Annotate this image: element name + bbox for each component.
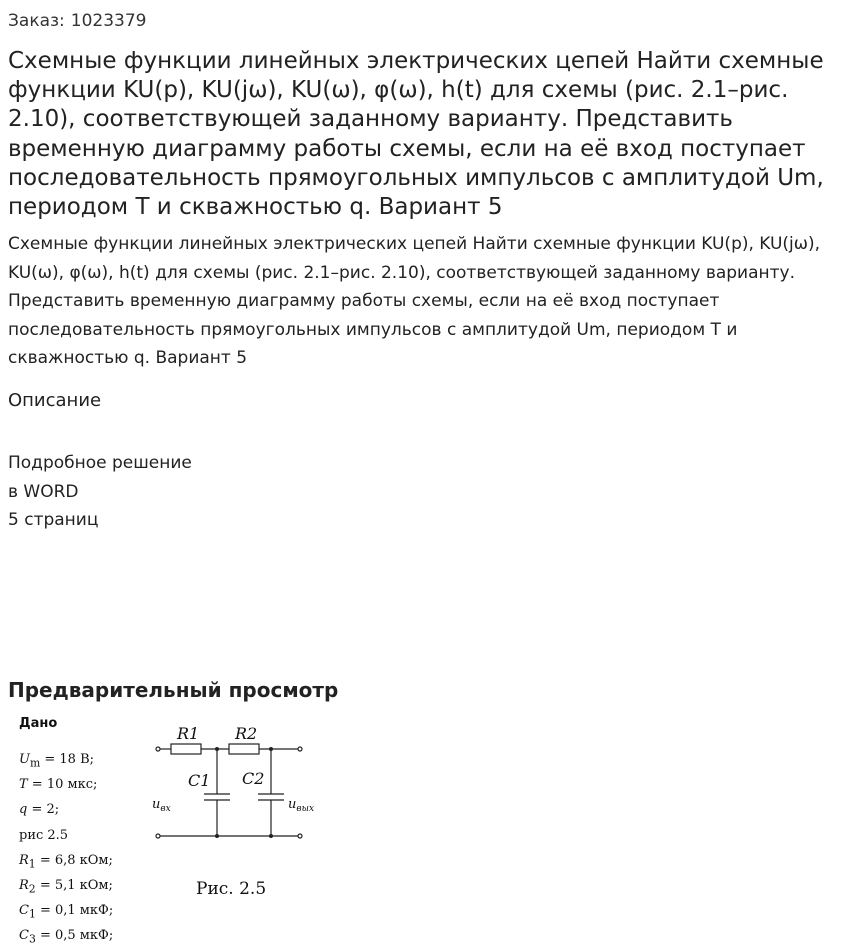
task-text: Схемные функции линейных электрических цепей Найти схемные функции KU(p), KU(jω), KU(ω), φ(ω), h(t) для схемы (рис. 2.1–рис. 2.10), соответствующей заданному варианту. Представить временную диаграмму работы схемы, если на её вход поступает последовательность прямоугольных импульсов с амплитудой Um, периодом T и скважностью q. Вариант 5 xyxy=(8,234,821,369)
given-item: $R_2 = 5,1$ кОм; xyxy=(19,877,113,896)
given-item: $R_1 = 6,8$ кОм; xyxy=(19,852,113,871)
description-line: 5 страниц xyxy=(8,510,99,531)
terminal-in-top xyxy=(156,747,160,751)
description-line: Подробное решение xyxy=(8,453,192,473)
given-list xyxy=(19,749,113,951)
label-u-in: $u_{вх}$ xyxy=(152,797,171,814)
order-label: Заказ: xyxy=(8,11,65,31)
page-title: Схемные функции линейных электрических цепей Найти схемные функции KU(p), KU(jω), KU(ω), φ(ω), h(t) для схемы (рис. 2.1–рис. 2.10), соответствующей заданному варианту. Представить временную диаграмму работы схемы, если на её вход поступает последовательность прямоугольных импульсов с амплитудой Um, периодом T и скважностью q. Вариант 5 xyxy=(8,48,824,221)
junction-dot xyxy=(269,747,273,751)
resistor-r2 xyxy=(229,744,259,754)
given-item: рис 2.5 xyxy=(19,827,69,843)
preview-image xyxy=(14,714,334,946)
junction-dot xyxy=(269,834,273,838)
description-details xyxy=(8,449,192,535)
label-u-out: $u_{вых}$ xyxy=(288,797,315,814)
description-line: в WORD xyxy=(8,481,79,502)
label-c2: C2 xyxy=(242,769,265,788)
given-item: $C_1 = 0,1$ мкФ; xyxy=(19,903,114,921)
given-item: $C_3 = 0,5$ мкФ; xyxy=(19,928,114,946)
order-number: 1023379 xyxy=(70,11,147,31)
figure-caption: Рис. 2.5 xyxy=(196,879,267,899)
circuit-diagram xyxy=(148,722,328,844)
junction-dot xyxy=(215,834,219,838)
junction-dot xyxy=(215,747,219,751)
given-title: Дано xyxy=(19,716,58,731)
description-heading: Описание xyxy=(8,390,102,411)
terminal-out-bottom xyxy=(298,834,302,838)
terminal-out-top xyxy=(298,747,302,751)
terminal-in-bottom xyxy=(156,834,160,838)
order-line xyxy=(8,9,147,33)
label-r1: R1 xyxy=(177,724,200,743)
resistor-r1 xyxy=(171,744,201,754)
given-item: T = 10 мкс; xyxy=(19,777,98,793)
given-item: q = 2; xyxy=(19,802,60,818)
preview-heading: Предварительный просмотр xyxy=(8,678,339,702)
label-c1: C1 xyxy=(188,771,211,790)
label-r2: R2 xyxy=(235,724,258,743)
given-item: $U_m = 18$ В; xyxy=(19,752,95,770)
